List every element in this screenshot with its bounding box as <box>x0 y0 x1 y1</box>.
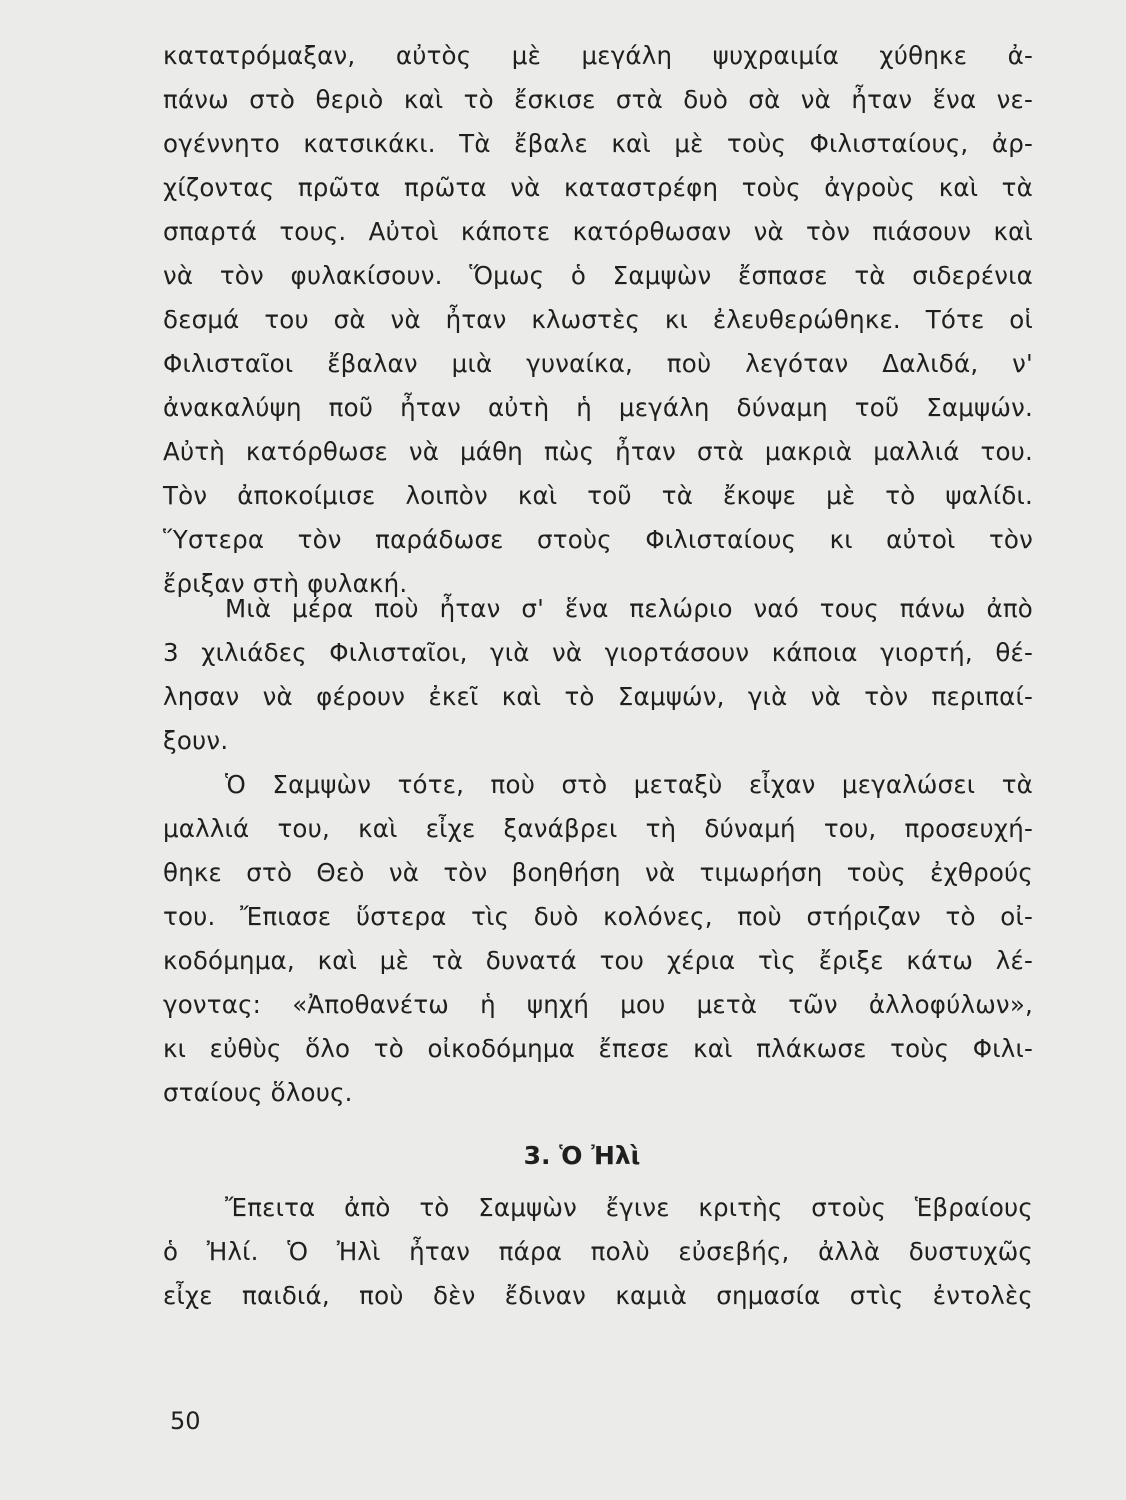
text-line: κι εὐθὺς ὅλο τὸ οἰκοδόμημα ἔπεσε καὶ πλάκωσε τοὺς Φιλι- <box>163 1034 1033 1063</box>
text-line: κατατρόμαξαν, αὐτὸς μὲ μεγάλη ψυχραιμία χύθηκε ἀ- <box>163 41 1033 70</box>
text-line: σταίους ὅλους. <box>163 1078 353 1107</box>
text-line: μαλλιά του, καὶ εἶχε ξανάβρει τὴ δύναμή του, προσευχή- <box>163 814 1033 843</box>
text-line: γοντας: «Ἀποθανέτω ἡ ψηχή μου μετὰ τῶν ἀλλοφύλων», <box>163 990 1033 1019</box>
text-line: νὰ τὸν φυλακίσουν. Ὅμως ὁ Σαμψὼν ἔσπασε τὰ σιδερένια <box>163 261 1033 290</box>
page-number: 50 <box>170 1407 201 1435</box>
text-line: Μιὰ μέρα ποὺ ἦταν σ' ἕνα πελώριο ναό τους πάνω ἀπὸ <box>225 594 1033 623</box>
text-line: 3 χιλιάδες Φιλισταῖοι, γιὰ νὰ γιορτάσουν κάποια γιορτή, θέ- <box>163 638 1033 667</box>
text-line: θηκε στὸ Θεὸ νὰ τὸν βοηθήση νὰ τιμωρήση τοὺς ἐχθρούς <box>163 858 1033 887</box>
text-line: χίζοντας πρῶτα πρῶτα νὰ καταστρέφη τοὺς ἀγροὺς καὶ τὰ <box>163 173 1033 202</box>
text-line: δεσμά του σὰ νὰ ἦταν κλωστὲς κι ἐλευθερώθηκε. Τότε οἱ <box>163 305 1033 334</box>
text-line: Αὐτὴ κατόρθωσε νὰ μάθη πὼς ἦταν στὰ μακριὰ μαλλιά του. <box>163 437 1033 466</box>
text-line: εἶχε παιδιά, ποὺ δὲν ἔδιναν καμιὰ σημασία στὶς ἐντολὲς <box>163 1281 1033 1310</box>
text-line: ὁ Ἠλί. Ὁ Ἠλὶ ἦταν πάρα πολὺ εὐσεβής, ἀλλὰ δυστυχῶς <box>163 1237 1033 1266</box>
text-line: πάνω στὸ θεριὸ καὶ τὸ ἔσκισε στὰ δυὸ σὰ νὰ ἦταν ἕνα νε- <box>163 85 1033 114</box>
text-line: κοδόμημα, καὶ μὲ τὰ δυνατά του χέρια τὶς ἔριξε κάτω λέ- <box>163 946 1033 975</box>
text-line: Ἔπειτα ἀπὸ τὸ Σαμψὼν ἔγινε κριτὴς στοὺς Ἑβραίους <box>225 1193 1033 1222</box>
text-line: Τὸν ἀποκοίμισε λοιπὸν καὶ τοῦ τὰ ἔκοψε μὲ τὸ ψαλίδι. <box>163 481 1033 510</box>
text-line: Φιλισταῖοι ἔβαλαν μιὰ γυναίκα, ποὺ λεγόταν Δαλιδά, ν' <box>163 349 1033 378</box>
text-line: λησαν νὰ φέρουν ἐκεῖ καὶ τὸ Σαμψών, γιὰ νὰ τὸν περιπαί- <box>163 682 1033 711</box>
text-line: ογέννητο κατσικάκι. Τὰ ἔβαλε καὶ μὲ τοὺς Φιλισταίους, ἀρ- <box>163 129 1033 158</box>
text-line: του. Ἔπιασε ὕστερα τὶς δυὸ κολόνες, ποὺ στήριζαν τὸ οἰ- <box>163 902 1033 931</box>
text-line: ἔριξαν στὴ φυλακή. <box>163 569 408 598</box>
section-heading: 3. Ὁ Ἠλὶ <box>523 1141 641 1170</box>
text-line: Ὕστερα τὸν παράδωσε στοὺς Φιλισταίους κι αὐτοὶ τὸν <box>163 525 1033 554</box>
text-line: Ὁ Σαμψὼν τότε, ποὺ στὸ μεταξὺ εἶχαν μεγαλώσει τὰ <box>225 770 1033 799</box>
text-line: σπαρτά τους. Αὐτοὶ κάποτε κατόρθωσαν νὰ τὸν πιάσουν καὶ <box>163 217 1033 246</box>
text-line: ἀνακαλύψη ποῦ ἦταν αὐτὴ ἡ μεγάλη δύναμη τοῦ Σαμψών. <box>163 393 1033 422</box>
text-line: ξουν. <box>163 726 229 755</box>
